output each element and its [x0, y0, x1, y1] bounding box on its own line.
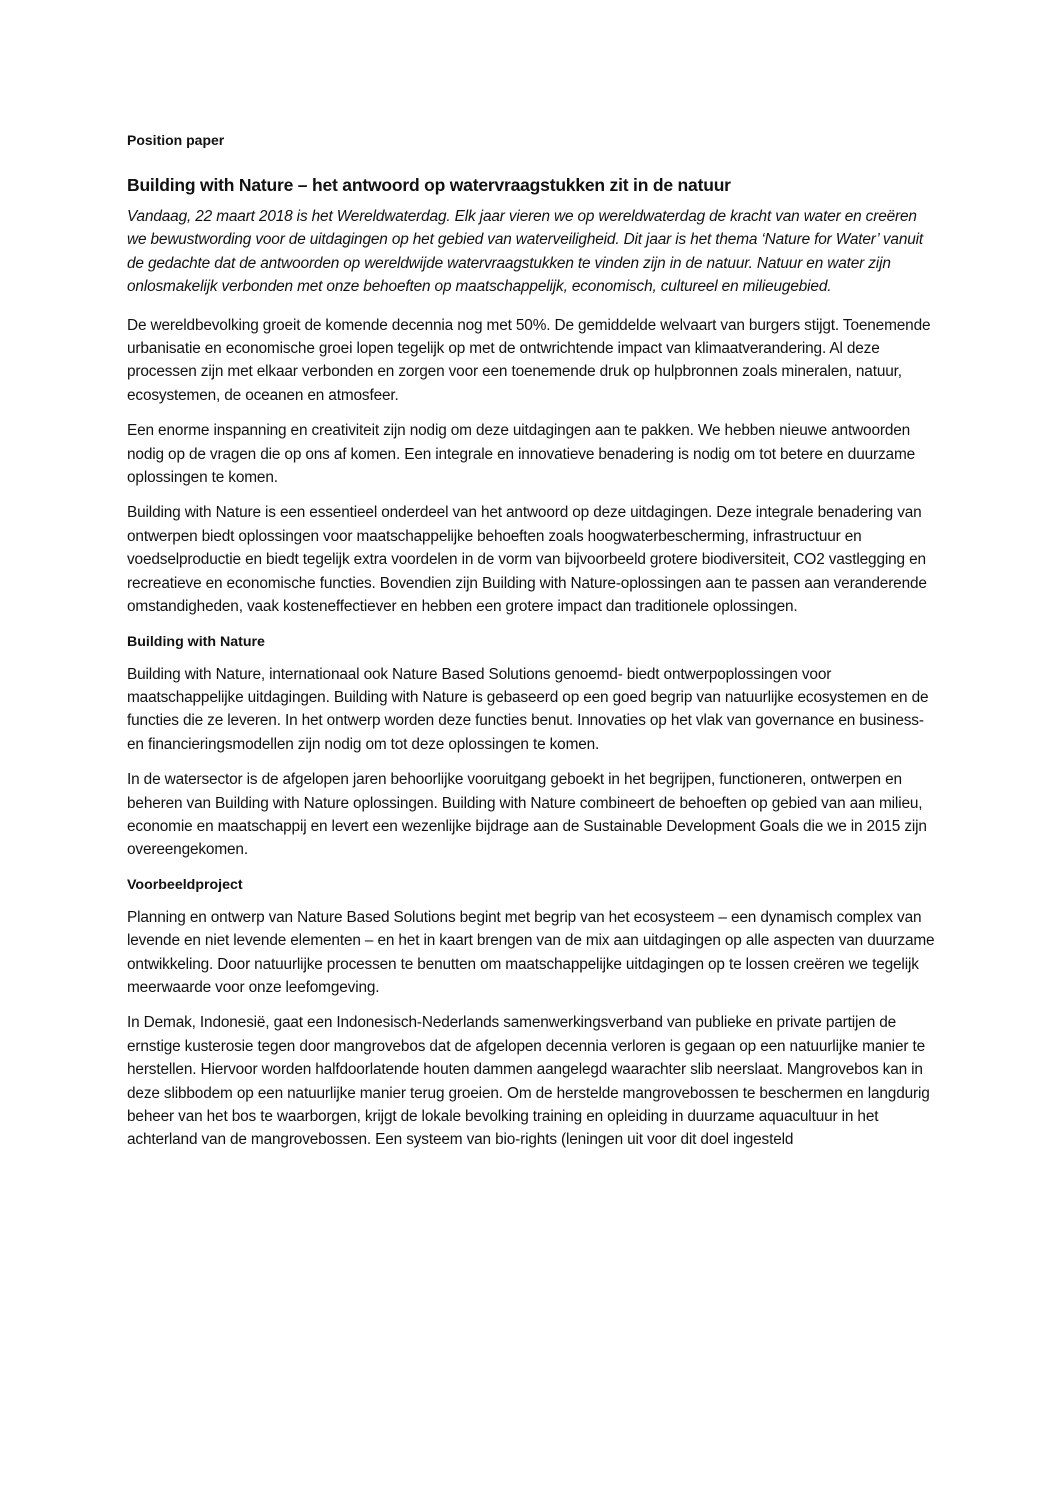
intro-paragraph: Vandaag, 22 maart 2018 is het Wereldwaterdag. Elk jaar vieren we op wereldwaterdag de kracht van water en creëren we bewustwording voor de uitdagingen op het gebied van waterveiligheid. Dit jaar is het thema ‘Nature for Water’ vanuit de gedachte dat de antwoorden op wereldwijde watervraagstukken te vinden zijn in de natuur. Natuur en water zijn onlosmakelijk verbonden met onze behoeften op maatschappelijk, economisch, cultureel en milieugebied.	[127, 208, 924, 296]
body-paragraph: Planning en ontwerp van Nature Based Solutions begint met begrip van het ecosysteem – een dynamisch complex van levende en niet levende elementen – en het in kaart brengen van de mix aan uitdagingen op alle aspecten van duurzame ontwikkeling. Door natuurlijke processen te benutten om maatschappelijke uitdagingen op te lossen creëren we tegelijk meerwaarde voor onze leefomgeving.	[127, 908, 935, 996]
body-paragraph: In de watersector is de afgelopen jaren behoorlijke vooruitgang geboekt in het begrijpen, functioneren, ontwerpen en beheren van Building with Nature oplossingen. Building with Nature combineert de behoeften op gebied van aan milieu, economie en maatschappij en levert een wezenlijke bijdrage aan de Sustainable Development Goals die we in 2015 zijn overeengekomen.	[127, 771, 927, 859]
body-paragraph: Building with Nature is een essentieel onderdeel van het antwoord op deze uitdagingen. Deze integrale benadering van ontwerpen biedt oplossingen voor maatschappelijke behoeften zoals hoogwaterbescherming, infrastructuur en voedselproductie en biedt tegelijk extra voordelen in de vorm van bijvoorbeeld grotere biodiversiteit, CO2 vastlegging en recreatieve en economische functies. Bovendien zijn Building with Nature-oplossingen aan te passen aan veranderende omstandigheden, vaak kosteneffectiever en hebben een grotere impact dan traditionele oplossingen.	[127, 504, 927, 616]
body-paragraph: Een enorme inspanning en creativiteit zijn nodig om deze uitdagingen aan te pakken. We hebben nieuwe antwoorden nodig op de vragen die op ons af komen. Een integrale en innovatieve benadering is nodig om tot betere en duurzame oplossingen te komen.	[127, 422, 916, 487]
document-label: Position paper	[127, 132, 225, 148]
section-heading: Voorbeeldproject	[127, 876, 243, 893]
body-paragraph: Building with Nature, internationaal ook Nature Based Solutions genoemd- biedt ontwerpoplossingen voor maatschappelijke uitdagingen. Building with Nature is gebaseerd op een goed begrip van natuurlijke ecosystemen en de functies die ze leveren. In het ontwerp worden deze functies benut. Innovaties op het vlak van governance en business- en financieringsmodellen zijn nodig om tot deze oplossingen te komen.	[127, 665, 929, 753]
document-body	[127, 130, 935, 1164]
document-title: Building with Nature – het antwoord op watervraagstukken zit in de natuur	[127, 175, 731, 195]
section-heading: Building with Nature	[127, 633, 265, 650]
body-paragraph: In Demak, Indonesië, gaat een Indonesisch-Nederlands samenwerkingsverband van publieke en private partijen de ernstige kusterosie tegen door mangrovebos dat de afgelopen decennia verloren is gegaan op een natuurlijke manier te herstellen. Hiervoor worden halfdoorlatende houten dammen aangelegd waarachter slib neerslaat. Mangrovebos kan in deze slibbodem op een natuurlijke manier terug groeien. Om de herstelde mangrovebossen te beschermen en langdurig beheer van het bos te waarborgen, krijgt de lokale bevolking training en opleiding in duurzame aquacultuur in het achterland van de mangrovebossen. Een systeem van bio-rights (leningen uit voor dit doel ingesteld	[127, 1014, 930, 1149]
body-paragraph: De wereldbevolking groeit de komende decennia nog met 50%. De gemiddelde welvaart van burgers stijgt. Toenemende urbanisatie en economische groei lopen tegelijk op met de ontwrichtende impact van klimaatverandering. Al deze processen zijn met elkaar verbonden en zorgen voor een toenemende druk op hulpbronnen zoals mineralen, natuur, ecosystemen, de oceanen en atmosfeer.	[127, 316, 931, 404]
